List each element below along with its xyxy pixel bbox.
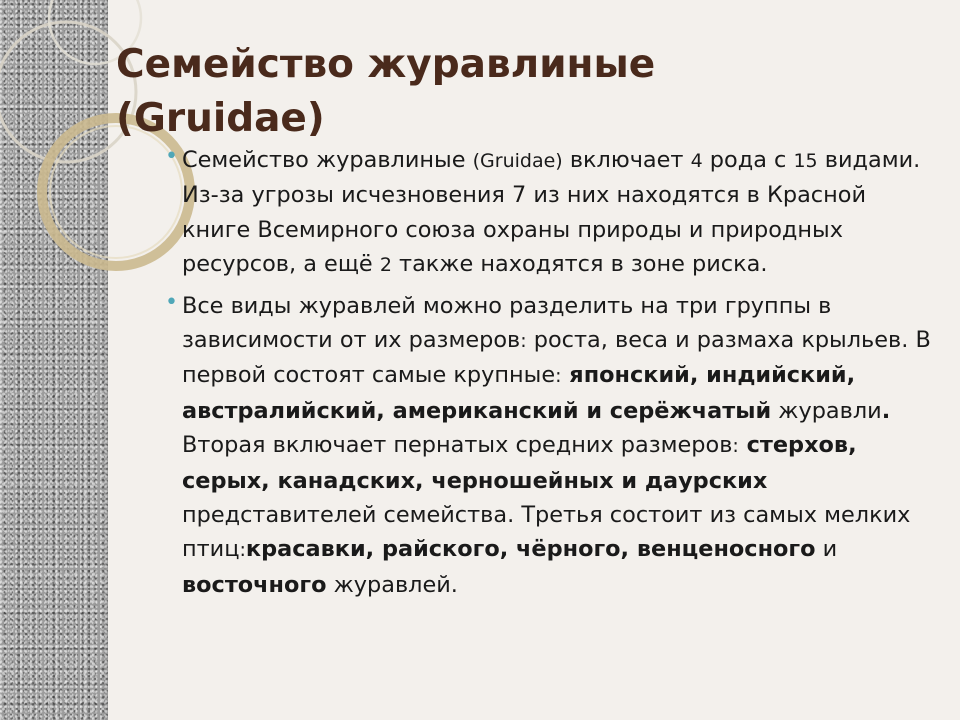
p2-large-species: японский, индийский, австралийский, американский и серёжчатый: [182, 362, 856, 424]
slide-title: Семейство журавлиные (Gruidae): [116, 42, 656, 141]
p2-medium-species: стерхов, серых, канадских, черношейных и даурских: [182, 432, 857, 494]
bullet-item-1: [163, 143, 933, 283]
p2-text: журавлей.: [326, 571, 458, 598]
p2-colon: :: [555, 365, 562, 388]
bullet-list: [163, 143, 933, 608]
p2-text: Вторая включает пернатых средних размеров: [182, 432, 733, 459]
p1-text: рода с: [702, 147, 794, 173]
p1-text: видами. Из-за угрозы исчезновения 7 из них находятся в Красной книге Всемирного союза охраны природы и природных ресурсов, а ещё: [182, 147, 921, 278]
p1-number: 4: [690, 150, 703, 172]
p1-number: 15: [793, 150, 818, 172]
p1-text: включает: [562, 147, 691, 173]
p2-eastern-species: восточного: [182, 571, 327, 598]
p1-number: 2: [379, 254, 392, 277]
bullet-item-2: [163, 289, 933, 603]
p2-colon: :: [732, 435, 739, 458]
p2-text: и: [815, 536, 838, 563]
p2-text: Все виды журавлей можно разделить на три группы в зависимости от их размеров: [182, 292, 832, 354]
p2-text: роста, веса и размаха крыльев. В первой состоят самые крупные: [182, 327, 931, 389]
p2-small-species: красавки, райского, чёрного, венценосного: [245, 536, 816, 563]
p1-text: также находятся в зоне риска.: [391, 251, 768, 278]
p1-latin: (Gruidae): [472, 150, 563, 172]
bullet-dot-icon: •: [165, 144, 178, 169]
p1-text: Семейство журавлиные: [182, 147, 473, 173]
p2-colon: :: [520, 330, 527, 353]
p2-text: журавли: [771, 397, 882, 424]
bullet-dot-icon: •: [165, 289, 178, 315]
p2-period: .: [881, 397, 891, 424]
p2-colon: :: [239, 539, 246, 562]
p2-text: представителей семейства. Третья состоит из самых мелких птиц: [182, 502, 911, 563]
